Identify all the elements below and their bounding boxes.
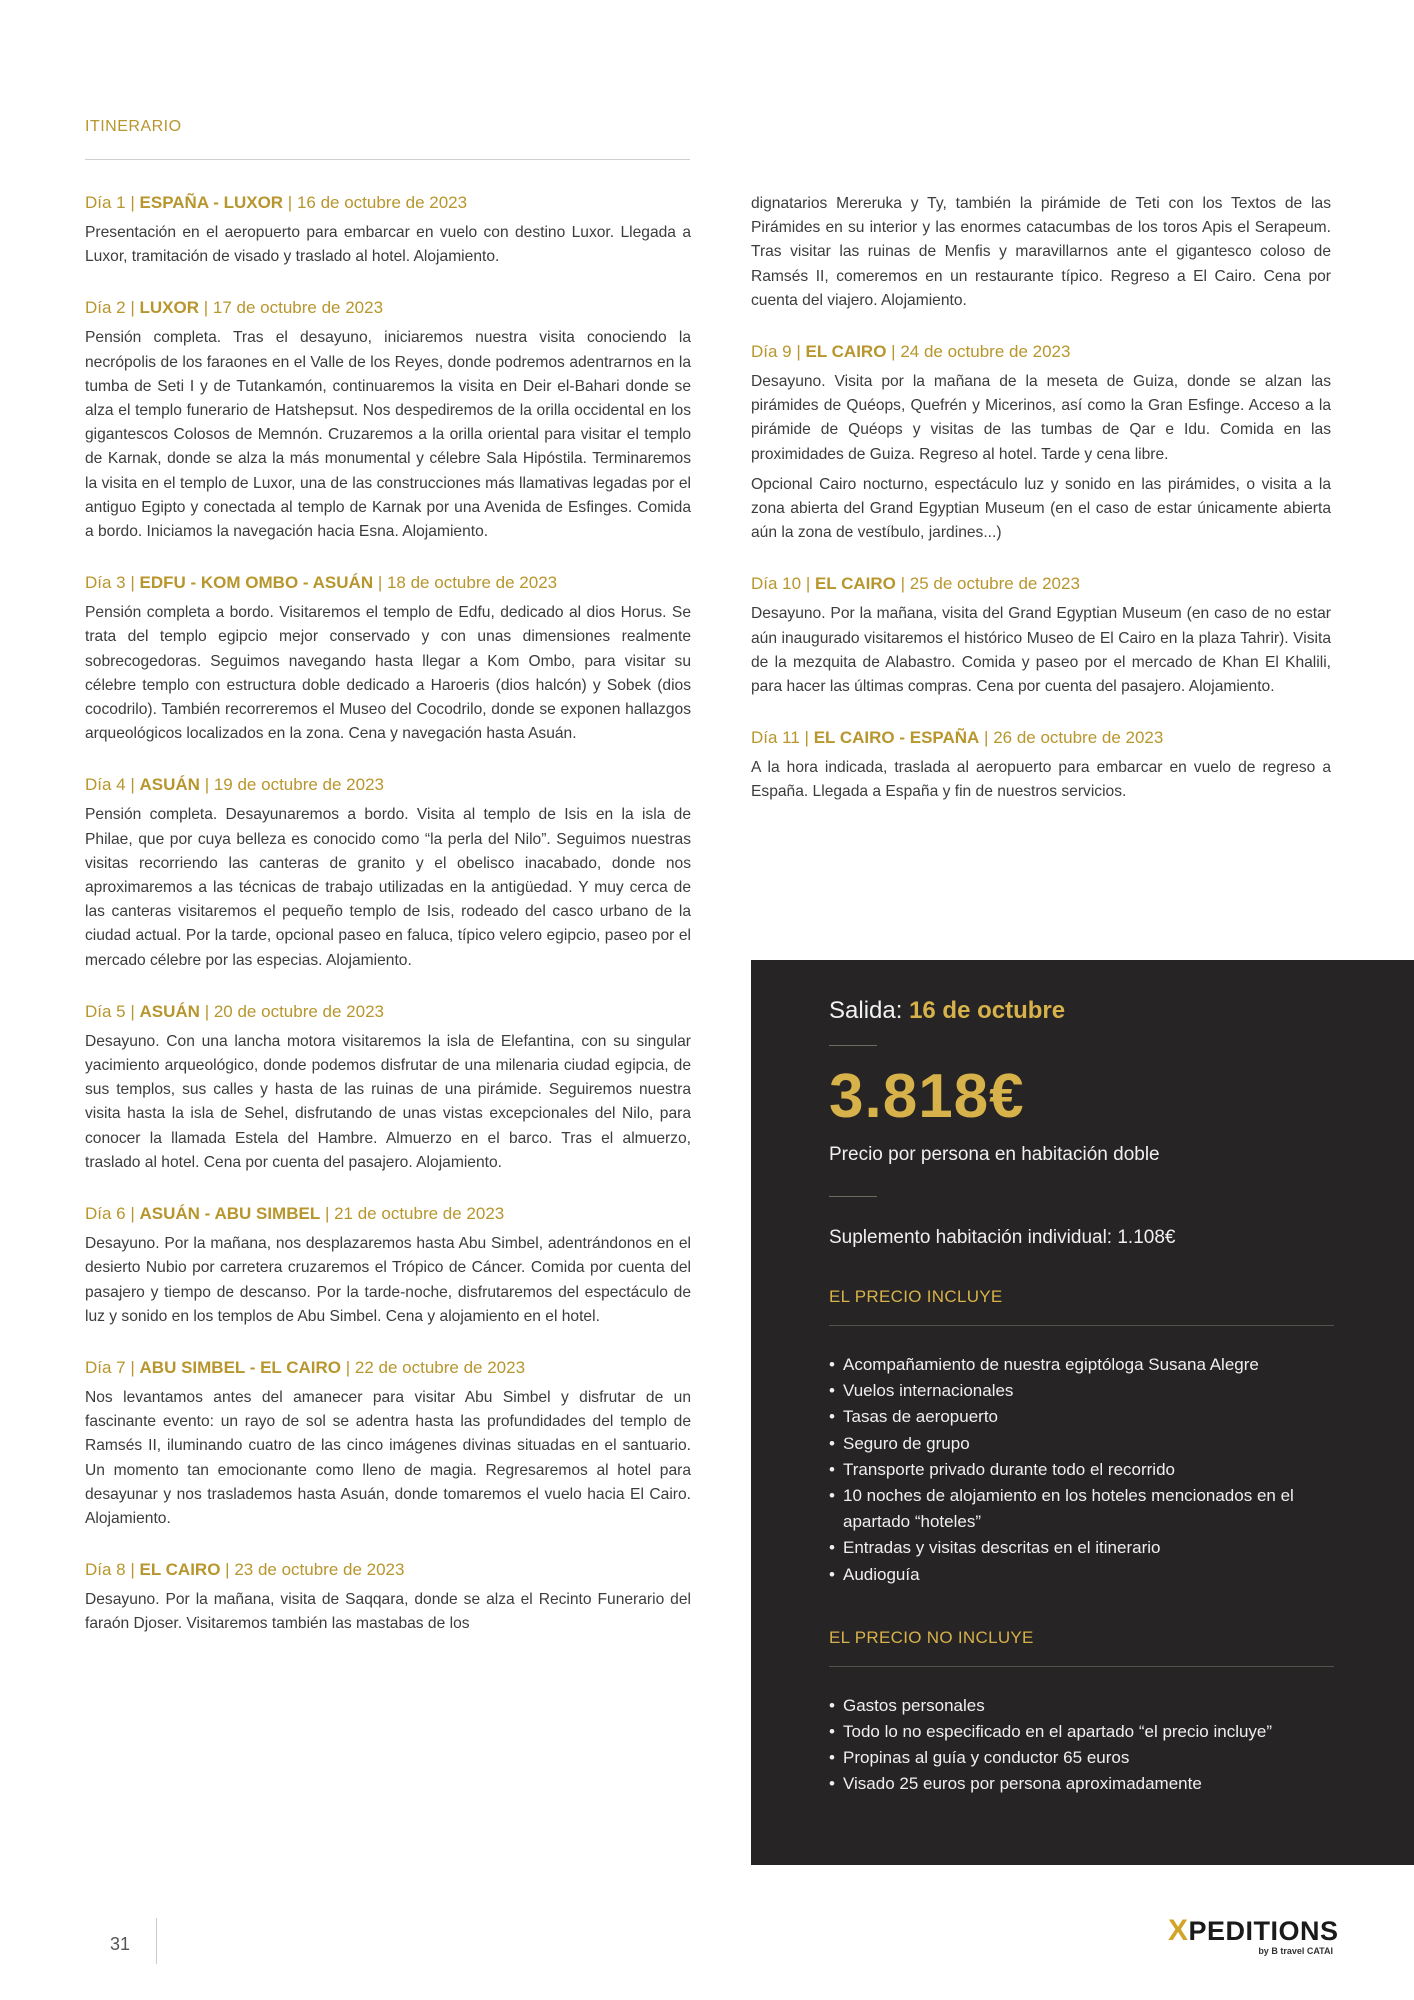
price-box: [751, 960, 1414, 1865]
list-item: • Propinas al guía y conductor 65 euros: [829, 1745, 1334, 1771]
day-number: Día 5: [85, 1001, 126, 1021]
day-heading: Día 4 | ASUÁN | 19 de octubre de 2023: [85, 775, 384, 795]
day-entry: [85, 192, 691, 269]
includes-list: [829, 1352, 1334, 1588]
day-route: EL CAIRO: [814, 574, 896, 594]
xpeditions-logo: [1168, 1916, 1338, 1966]
day-entry: [85, 1357, 691, 1531]
day-paragraph: Pensión completa a bordo. Visitaremos el templo de Edfu, dedicado al dios Horus. Se trata del templo egipcio mejor conservado y con unas dimensiones realmente sobrecogedoras. Seguimos navegando hasta llegar a Kom Ombo, para visitar su célebre templo con estructura doble dedicado a Haroeris (dios halcón) y Sobek (dios cocodrilo). También recorreremos el Museo del Cocodrilo, donde se exponen hallazgos arqueológicos localizados en la zona. Cena y navegación hasta Asuán.: [85, 604, 691, 743]
day-route: EDFU - KOM OMBO - ASUÁN: [139, 573, 374, 593]
day-heading: Día 3 | EDFU - KOM OMBO - ASUÁN | 18 de octubre de 2023: [85, 573, 558, 593]
day-date: 20 de octubre de 2023: [213, 1001, 384, 1021]
day-paragraph: Desayuno. Por la mañana, visita de Saqqara, donde se alza el Recinto Funerario del faraón Djoser. Visitaremos también las mastabas de los: [85, 1591, 691, 1633]
day-heading: Día 10 | EL CAIRO | 25 de octubre de 2023: [751, 574, 1080, 594]
day-date: 23 de octubre de 2023: [234, 1560, 405, 1580]
itinerary-left-column: [85, 192, 691, 1665]
day-heading: Día 9 | EL CAIRO | 24 de octubre de 2023: [751, 342, 1071, 362]
day-entry: [751, 341, 1331, 545]
logo-wordmark: XPEDITIONS: [1168, 1914, 1339, 1947]
day-entry: [751, 727, 1331, 804]
day-entry: [85, 1559, 691, 1636]
list-item: • Acompañamiento de nuestra egiptóloga Susana Alegre: [829, 1352, 1334, 1378]
itinerary-right-column: [751, 192, 1331, 833]
day-number: Día 4: [85, 775, 126, 795]
includes-divider: [829, 1325, 1334, 1326]
price: 3.818€: [829, 1062, 1025, 1131]
short-divider: [829, 1196, 877, 1197]
day-paragraph: Opcional Cairo nocturno, espectáculo luz y sonido en las pirámides, o visita a la zona abierta del Grand Egyptian Museum (en el caso de estar únicamente abierta aún la zona de vestíbulo, jardines...): [751, 475, 1331, 542]
logo-subtitle: by B travel CATAI: [1258, 1946, 1333, 1956]
excludes-divider: [829, 1666, 1334, 1667]
short-divider: [829, 1045, 877, 1046]
day-number: Día 6: [85, 1204, 126, 1224]
day-paragraph: Nos levantamos antes del amanecer para visitar Abu Simbel y disfrutar de un fascinante evento: un rayo de sol se adentra hasta las profundidades del templo de Ramsés II, iluminando cuatro de las cinco imágenes divinas situadas en el santuario. Un momento tan emocionante como lleno de magia. Regresaremos al hotel para desayunar y nos traslademos hasta Asuán, donde tomaremos el vuelo hacia El Cairo. Alojamiento.: [85, 1388, 691, 1527]
list-item: • Todo lo no especificado en el apartado “el precio incluye”: [829, 1719, 1334, 1745]
day-8-continuation: [751, 192, 1331, 313]
day-entry: [85, 1203, 691, 1329]
day-entry: [85, 1001, 691, 1175]
page-number-divider: [156, 1918, 157, 1964]
day-paragraph: Pensión completa. Desayunaremos a bordo. Visita al templo de Isis en la isla de Philae, que por cuya belleza es conocido como “la perla del Nilo”. Seguimos nuestras visitas recorriendo las canteras de granito y el obelisco inacabado, donde nos aproximaremos a las técnicas de trabajo utilizadas en la antigüedad. Y muy cerca de las canteras visitaremos el pequeño templo de Isis, rodeado del casco urbano de la ciudad actual. Por la tarde, opcional paseo en faluca, típico velero egipcio, paseo por el mercado célebre por las especias. Alojamiento.: [85, 806, 691, 969]
day-heading: Día 1 | ESPAÑA - LUXOR | 16 de octubre de 2023: [85, 193, 468, 212]
excludes-label: EL PRECIO NO INCLUYE: [829, 1627, 1034, 1647]
day-route: ASUÁN: [139, 775, 200, 795]
day-paragraph: Pensión completa. Tras el desayuno, iniciaremos nuestra visita conociendo la necrópolis de los faraones en el Valle de los Reyes, donde podremos adentrarnos en la tumba de Seti I y de Tutankamón, continuaremos la visita en Deir el-Bahari donde se alza el templo funerario de Hatshepsut. Nos despediremos de la orilla occidental en los gigantescos Colosos de Memnón. Cruzaremos a la orilla oriental para visitar el templo de Karnak, donde se alza la más monumental y célebre Sala Hipóstila. Terminaremos la visita en el templo de Luxor, una de las construcciones más llamativas legadas por el antiguo Egipto y conectada al templo de Karnak por una Avenida de Esfinges. Comida a bordo. Iniciamos la navegación hacia Esna. Alojamiento.: [85, 329, 691, 541]
list-item: • Transporte privado durante todo el recorrido: [829, 1457, 1334, 1483]
day-paragraph: Desayuno. Por la mañana, visita del Grand Egyptian Museum (en caso de no estar aún inaugurado visitaremos el histórico Museo de El Cairo en la plaza Tahrir). Visita de la mezquita de Alabastro. Comida y paseo por el mercado de Khan El Khalili, para hacer las últimas compras. Cena por cuenta del pasajero. Alojamiento.: [751, 605, 1331, 696]
list-item: • 10 noches de alojamiento en los hoteles mencionados en el apartado “hoteles”: [829, 1483, 1334, 1535]
day-number: Día 3: [85, 573, 126, 593]
day-route: EL CAIRO: [805, 342, 887, 362]
right-days: [751, 341, 1331, 805]
day-number: Día 10: [751, 574, 802, 594]
day-entry: [85, 297, 691, 544]
supplement: Suplemento habitación individual: 1.108€: [829, 1227, 1176, 1248]
day-route: ESPAÑA - LUXOR: [139, 193, 284, 212]
day-heading: Día 11 | EL CAIRO - ESPAÑA | 26 de octubre de 2023: [751, 728, 1164, 748]
day-heading: Día 6 | ASUÁN - ABU SIMBEL | 21 de octubre de 2023: [85, 1204, 505, 1224]
day-number: Día 2: [85, 298, 126, 318]
day-route: EL CAIRO - ESPAÑA: [813, 728, 980, 748]
day-date: 26 de octubre de 2023: [993, 728, 1164, 748]
day-date: 17 de octubre de 2023: [212, 298, 384, 318]
day-paragraph: A la hora indicada, traslada al aeropuerto para embarcar en vuelo de regreso a España. Llegada a España y fin de nuestros servicios.: [751, 759, 1331, 801]
day-route: ASUÁN - ABU SIMBEL: [139, 1204, 321, 1224]
day-entry: [751, 573, 1331, 699]
day-route: EL CAIRO: [139, 1560, 221, 1580]
day-date: 18 de octubre de 2023: [386, 573, 558, 593]
day-heading: Día 2 | LUXOR | 17 de octubre de 2023: [85, 298, 384, 318]
departure-date: 16 de octubre: [909, 997, 1066, 1024]
day-heading: Día 8 | EL CAIRO | 23 de octubre de 2023: [85, 1560, 405, 1580]
day-paragraph: Desayuno. Por la mañana, nos desplazaremos hasta Abu Simbel, adentrándonos en el desierto Nubio por carretera cruzaremos el Trópico de Cáncer. Comida por cuenta del pasajero y tiempo de descanso. Por la tarde-noche, disfrutaremos del espectáculo de luz y sonido en los templos de Abu Simbel. Cena y alojamiento en el hotel.: [85, 1235, 691, 1325]
day-route: ABU SIMBEL - EL CAIRO: [139, 1357, 342, 1377]
top-divider: [85, 159, 690, 160]
list-item: • Vuelos internacionales: [829, 1378, 1334, 1404]
day-date: 21 de octubre de 2023: [334, 1204, 505, 1224]
list-item: • Gastos personales: [829, 1693, 1334, 1719]
day-number: Día 8: [85, 1560, 126, 1580]
day-entry: [85, 572, 691, 746]
page-number: 31: [110, 1934, 131, 1954]
day-route: LUXOR: [139, 298, 200, 318]
day-route: ASUÁN: [139, 1001, 200, 1021]
list-item: • Audioguía: [829, 1562, 1334, 1588]
continuation-paragraph: dignatarios Mereruka y Ty, también la pirámide de Teti con los Textos de las Pirámides en su interior y las enormes catacumbas de los toros Apis el Serapeum. Tras visitar las ruinas de Menfis y maravillarnos ante el gigantesco coloso de Ramsés II, comeremos en un restaurante típico. Regreso a El Cairo. Cena por cuenta del viajero. Alojamiento.: [751, 195, 1331, 309]
excludes-list: [829, 1693, 1334, 1798]
day-number: Día 7: [85, 1357, 126, 1377]
day-number: Día 1: [85, 193, 126, 212]
day-heading: Día 5 | ASUÁN | 20 de octubre de 2023: [85, 1001, 384, 1021]
day-date: 24 de octubre de 2023: [900, 342, 1071, 362]
day-heading: Día 7 | ABU SIMBEL - EL CAIRO | 22 de octubre de 2023: [85, 1357, 526, 1377]
section-label: ITINERARIO: [85, 118, 182, 135]
list-item: • Entradas y visitas descritas en el itinerario: [829, 1535, 1334, 1561]
day-date: 25 de octubre de 2023: [909, 574, 1080, 594]
day-date: 19 de octubre de 2023: [213, 775, 384, 795]
departure-line: [829, 997, 1334, 1025]
day-entry: [85, 774, 691, 972]
day-date: 16 de octubre de 2023: [296, 193, 468, 212]
list-item: • Visado 25 euros por persona aproximadamente: [829, 1771, 1334, 1797]
day-number: Día 11: [751, 728, 800, 748]
day-number: Día 9: [751, 342, 792, 362]
includes-label: EL PRECIO INCLUYE: [829, 1287, 1003, 1306]
list-item: • Seguro de grupo: [829, 1431, 1334, 1457]
day-date: 22 de octubre de 2023: [354, 1357, 526, 1377]
list-item: • Tasas de aeropuerto: [829, 1404, 1334, 1430]
price-note: Precio por persona en habitación doble: [829, 1144, 1160, 1165]
day-paragraph: Presentación en el aeropuerto para embarcar en vuelo con destino Luxor. Llegada a Luxor, tramitación de visado y traslado al hotel. Alojamiento.: [85, 224, 691, 266]
day-paragraph: Desayuno. Visita por la mañana de la meseta de Guiza, donde se alzan las pirámides de Quéops, Quefrén y Micerinos, así como la Gran Esfinge. Acceso a la pirámide de Quéops y visitas de las tumbas de Qar e Idu. Comida en las proximidades de Guiza. Regreso al hotel. Tarde y cena libre.: [751, 373, 1331, 463]
day-paragraph: Desayuno. Con una lancha motora visitaremos la isla de Elefantina, con su singular yacimiento arqueológico, donde podemos disfrutar de una milenaria ciudad egipcia, de sus templos, sus calles y hasta de las ruinas de una pirámide. Seguiremos nuestra visita hasta la isla de Sehel, disfrutando de unas vistas excepcionales del Nilo, para conocer la llamada Estela del Hambre. Almuerzo en el barco. Tras el almuerzo, traslado al hotel. Cena por cuenta del pasajero. Alojamiento.: [85, 1032, 691, 1171]
departure-label: Salida:: [829, 997, 903, 1024]
